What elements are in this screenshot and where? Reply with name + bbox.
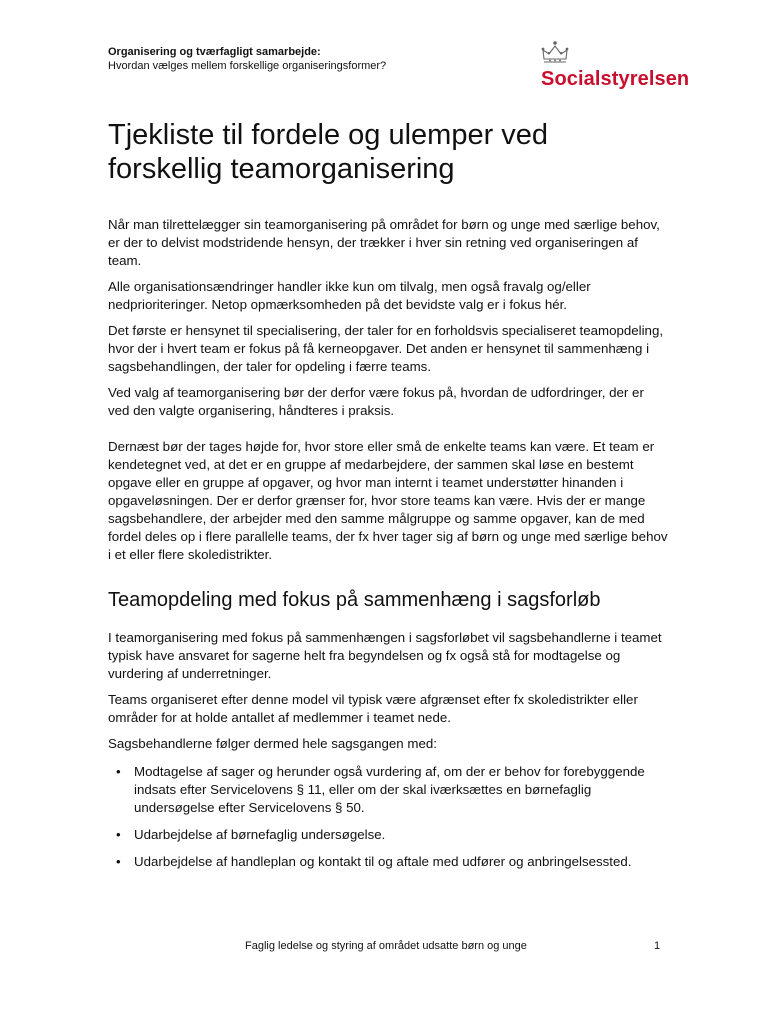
bullet-icon: • bbox=[116, 764, 121, 779]
paragraph: Dernæst bør der tages højde for, hvor store eller små de enkelte teams kan være. Et team er kendetegnet ved, at det er en gruppe af medarbejdere, der sammen skal løse en bestemt opgave eller en gruppe af opgaver, og hvor man internt i teamet understøtter hinanden i opgaveløsningen. Der er derfor grænser for, hvor store teams kan være. Hvis der er mange sagsbehandlere, der arbejder med den samme målgruppe og samme opgaver, kan de med fordel deles op i flere parallelle teams, der fx hver tager sig af børn og unge med særlige behov i et eller flere skoledistrikter. bbox=[108, 439, 668, 562]
crown-icon bbox=[540, 40, 570, 66]
paragraph: Ved valg af teamorganisering bør der derfor være fokus på, hvordan de udfordringer, der er ved den valgte organisering, håndteres i praksis. bbox=[108, 385, 644, 418]
bullet-icon: • bbox=[116, 854, 121, 869]
list-item-text: Udarbejdelse af børnefaglig undersøgelse. bbox=[134, 827, 386, 842]
paragraph: Det første er hensynet til specialisering, der taler for en forholdsvis specialiseret teamopdeling, hvor der i hvert team er fokus på få kerneopgaver. Det anden er hensynet til sammenhæng i sagsbehandlingen, der taler for opdeling i færre teams. bbox=[108, 323, 664, 374]
document-title: Tjekliste til fordele og ulemper ved forskellig teamorganisering bbox=[108, 119, 549, 185]
header-subtitle: Hvordan vælges mellem forskellige organiseringsformer? bbox=[108, 60, 387, 72]
list-item-text: Modtagelse af sager og herunder også vurdering af, om der er behov for forebyggende indsats efter Servicelovens § 11, eller om der skal iværksættes en børnefaglig undersøgelse efter Servicelovens § 50. bbox=[134, 764, 645, 815]
header-title: Organisering og tværfagligt samarbejde: bbox=[108, 46, 321, 58]
paragraph: Alle organisationsændringer handler ikke kun om tilvalg, men også fravalg og/eller nedprioriteringer. Netop opmærksomheden på det bevidste valg er i fokus hér. bbox=[108, 279, 591, 312]
paragraph: Teams organiseret efter denne model vil typisk være afgrænset efter fx skoledistrikter eller områder for at holde antallet af medlemmer i teamet nede. bbox=[108, 692, 638, 725]
list-item-text: Udarbejdelse af handleplan og kontakt til og aftale med udfører og anbringelsessted. bbox=[134, 854, 632, 869]
logo-text: Socialstyrelsen bbox=[541, 68, 690, 90]
socialstyrelsen-logo bbox=[538, 40, 688, 100]
list-item bbox=[108, 763, 668, 817]
bullet-list bbox=[108, 763, 668, 871]
page-number: 1 bbox=[654, 940, 661, 952]
list-item bbox=[108, 853, 668, 871]
footer-text: Faglig ledelse og styring af området udsatte børn og unge bbox=[245, 940, 527, 952]
document-body bbox=[108, 216, 668, 880]
bullet-icon: • bbox=[116, 827, 121, 842]
paragraph: I teamorganisering med fokus på sammenhængen i sagsforløbet vil sagsbehandlerne i teamet typisk have ansvaret for sagerne helt fra begyndelsen og fx også stå for modtagelse og vurdering af underretninger. bbox=[108, 630, 662, 681]
list-item bbox=[108, 826, 668, 844]
paragraph: Sagsbehandlerne følger dermed hele sagsgangen med: bbox=[108, 736, 437, 751]
section-heading: Teamopdeling med fokus på sammenhæng i sagsforløb bbox=[108, 589, 601, 611]
running-header bbox=[108, 45, 386, 73]
paragraph: Når man tilrettelægger sin teamorganisering på området for børn og unge med særlige behov, er der to delvist modstridende hensyn, der trækker i hver sin retning ved organiseringen af team. bbox=[108, 217, 660, 268]
